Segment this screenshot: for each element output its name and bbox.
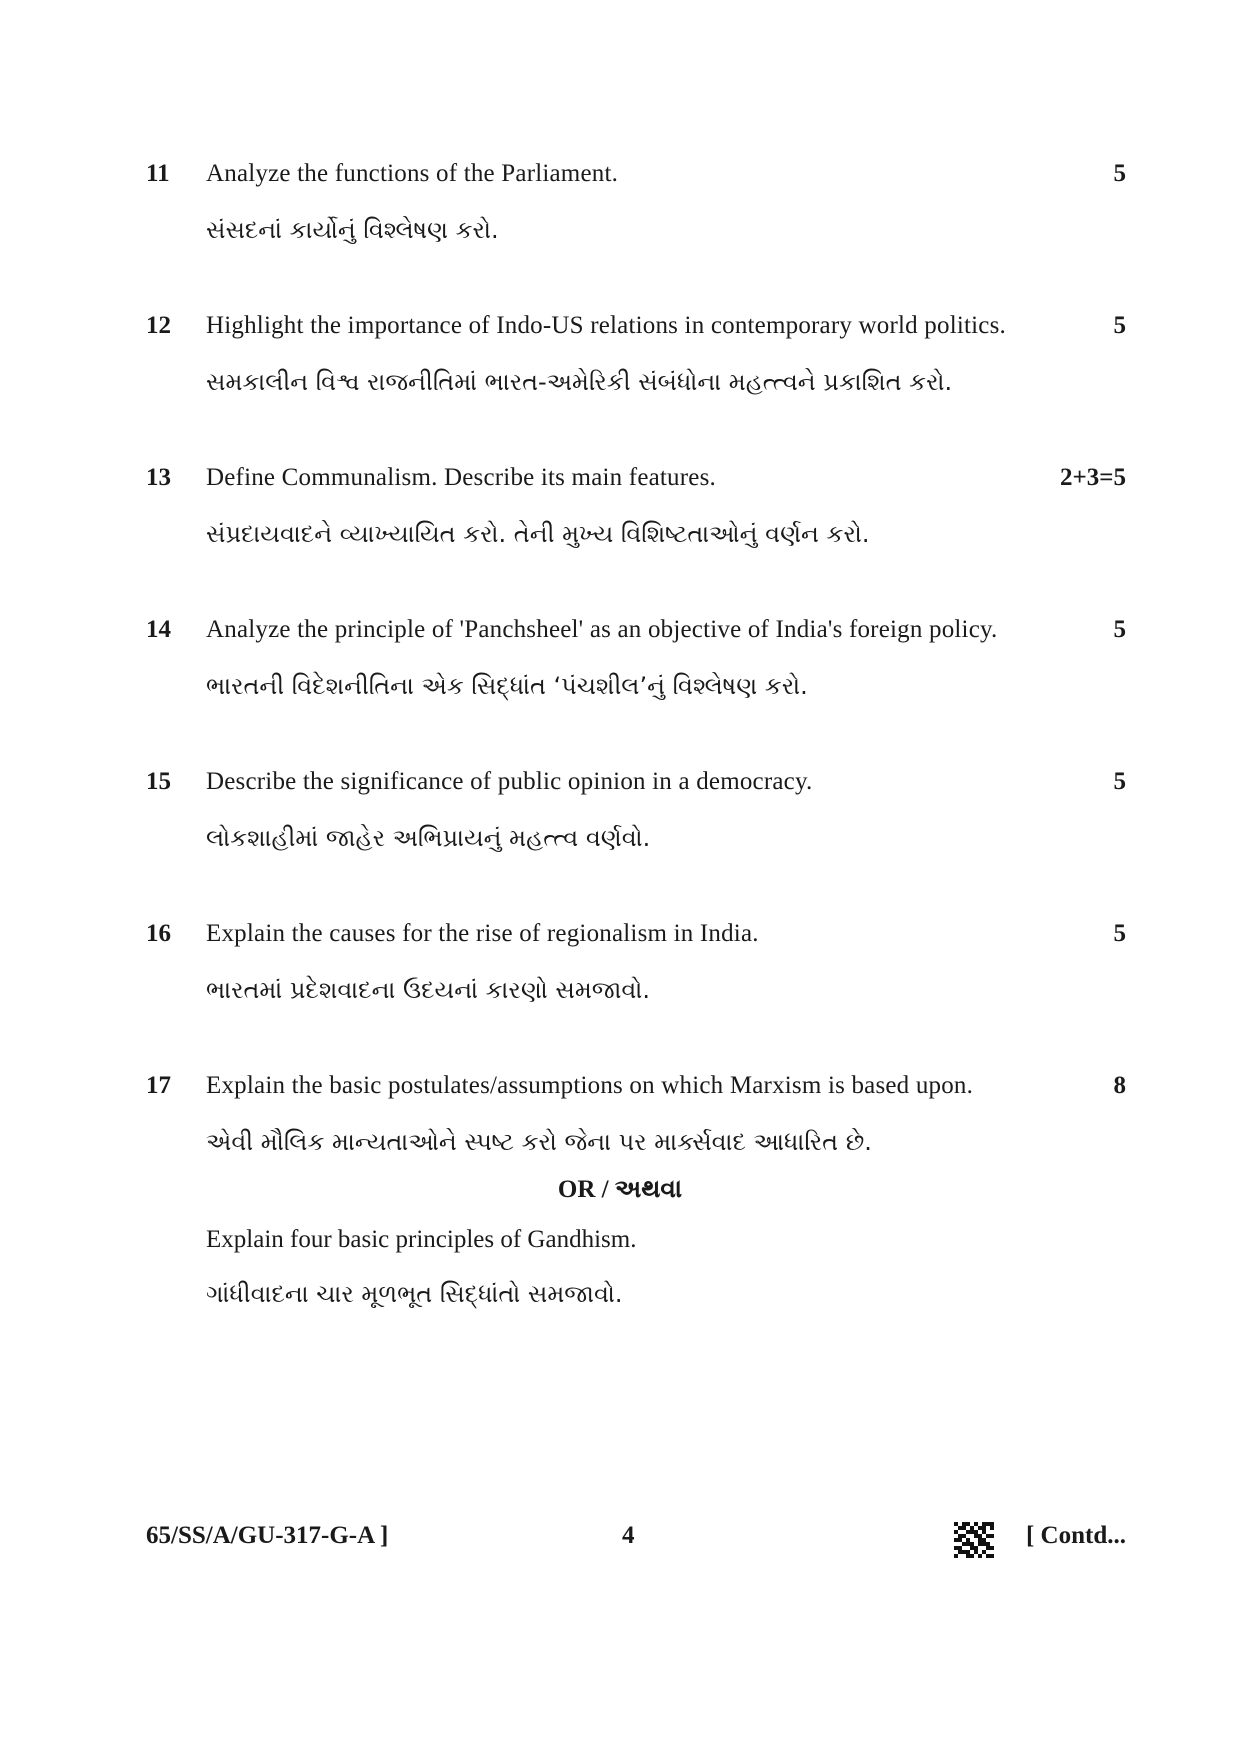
question-text-gujarati: લોકશાહીમાં જાહેર અભિપ્રાયનું મહત્ત્વ વર્ણવો. xyxy=(206,824,651,852)
question-text-english: Analyze the principle of 'Panchsheel' as an objective of India's foreign policy. xyxy=(206,616,998,643)
alternative-question-english: Explain four basic principles of Gandhism. xyxy=(206,1226,637,1253)
question-text-english: Explain the causes for the rise of regionalism in India. xyxy=(206,920,759,947)
question-17 xyxy=(146,1072,1126,1156)
question-text-gujarati: ભારતમાં પ્રદેશવાદના ઉદયનાં કારણો સમજાવો. xyxy=(206,976,651,1004)
question-marks: 2+3=5 xyxy=(1060,464,1126,491)
question-number: 15 xyxy=(146,768,171,795)
question-number: 14 xyxy=(146,616,171,643)
question-marks: 5 xyxy=(1113,768,1126,795)
continued-label: [ Contd... xyxy=(1025,1522,1126,1549)
question-13 xyxy=(146,464,1126,548)
alternative-question-gujarati: ગાંધીવાદના ચાર મૂળભૂત સિદ્ધાંતો સમજાવો. xyxy=(206,1280,623,1308)
question-marks: 5 xyxy=(1113,312,1126,339)
question-text-gujarati: સંપ્રદાયવાદને વ્યાખ્યાયિત કરો. તેની મુખ્ય વિશિષ્ટતાઓનું વર્ણન કરો. xyxy=(206,520,870,548)
question-text-english: Analyze the functions of the Parliament. xyxy=(206,160,619,187)
question-number: 17 xyxy=(146,1072,171,1099)
page-number: 4 xyxy=(622,1522,635,1549)
or-separator: OR / અથવા xyxy=(557,1176,683,1203)
paper-code: 65/SS/A/GU-317-G-A ] xyxy=(146,1522,389,1549)
question-number: 12 xyxy=(146,312,171,339)
question-text-english: Describe the significance of public opinion in a democracy. xyxy=(206,768,813,795)
question-number: 13 xyxy=(146,464,171,491)
question-text-english: Define Communalism. Describe its main features. xyxy=(206,464,716,491)
question-number: 16 xyxy=(146,920,171,947)
question-marks: 8 xyxy=(1113,1072,1126,1099)
page-footer xyxy=(146,1522,1126,1562)
question-number: 11 xyxy=(146,160,170,187)
question-text-english: Highlight the importance of Indo-US relations in contemporary world politics. xyxy=(206,312,1006,339)
qr-code-icon xyxy=(954,1522,994,1558)
question-marks: 5 xyxy=(1113,920,1126,947)
question-15 xyxy=(146,768,1126,852)
question-marks: 5 xyxy=(1113,616,1126,643)
question-14 xyxy=(146,616,1126,700)
question-text-gujarati: ભારતની વિદેશનીતિના એક સિદ્ધાંત ‘પંચશીલ’નું વિશ્લેષણ કરો. xyxy=(206,672,808,700)
question-11 xyxy=(146,160,1126,244)
question-16 xyxy=(146,920,1126,1004)
question-text-gujarati: સંસદનાં કાર્યોનું વિશ્લેષણ કરો. xyxy=(206,216,499,244)
question-12 xyxy=(146,312,1126,396)
question-text-english: Explain the basic postulates/assumptions on which Marxism is based upon. xyxy=(206,1072,974,1099)
question-marks: 5 xyxy=(1113,160,1126,187)
question-text-gujarati: એવી મૌલિક માન્યતાઓને સ્પષ્ટ કરો જેના પર માર્ક્સવાદ આધારિત છે. xyxy=(206,1128,872,1156)
question-text-gujarati: સમકાલીન વિશ્વ રાજનીતિમાં ભારત-અમેરિકી સંબંધોના મહત્ત્વને પ્રકાશિત કરો. xyxy=(206,368,953,396)
